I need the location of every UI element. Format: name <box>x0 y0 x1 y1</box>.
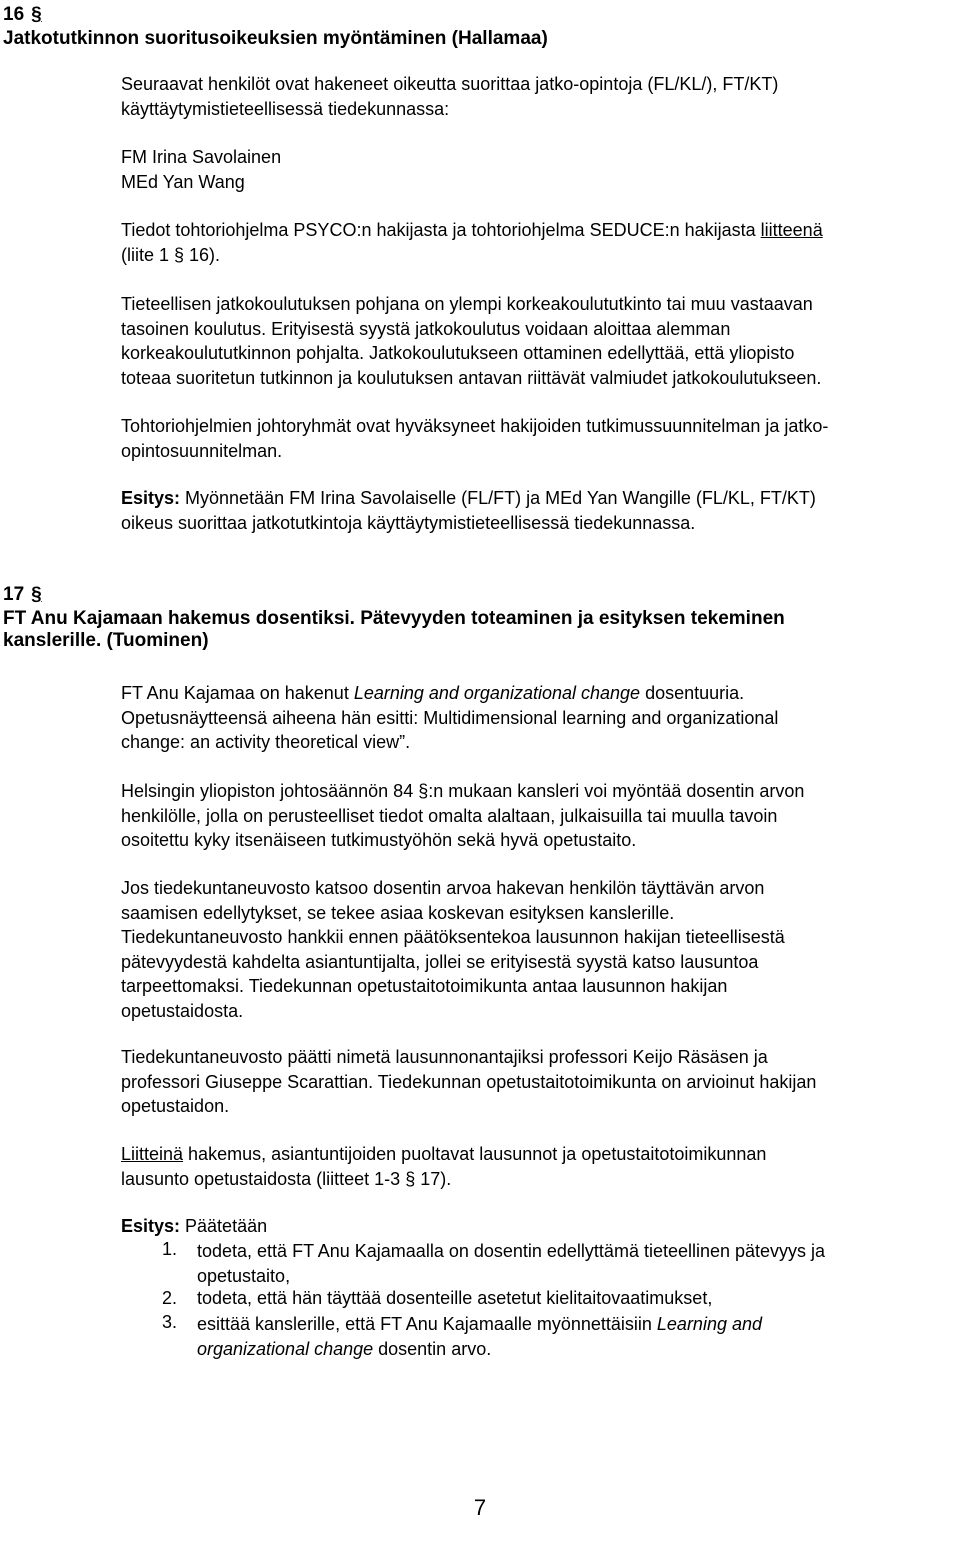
text: (liite 1 <box>121 244 175 265</box>
item-17-procedure <box>121 876 785 1023</box>
page-number: 7 <box>473 1495 487 1520</box>
list-item-number: 2. <box>162 1288 178 1308</box>
text: 17). <box>415 1168 452 1189</box>
text-line: opetustaito, <box>197 1265 291 1286</box>
text-line: pätevyydestä kahdelta asiantuntijalta, jollei se erityisestä syystä katso lausuntoa <box>121 951 759 972</box>
text: Tiedot tohtoriohjelma PSYCO:n hakijasta ja tohtoriohjelma SEDUCE:n hakijasta <box>121 220 761 240</box>
attachments-link[interactable]: Liitteinä <box>121 1144 184 1164</box>
text-line: opintosuunnitelman. <box>121 440 283 461</box>
text: lausunto opetustaidosta (liitteet 1-3 <box>121 1168 406 1189</box>
docentship-field: organizational change <box>197 1338 374 1359</box>
text: hakemus, asiantuntijoiden puoltavat lausunnot ja opetustaitotoimikunnan <box>183 1144 767 1164</box>
text-line: professori Giuseppe Scarattian. Tiedekunnan opetustaitotoimikunta on arvioinut hakijan <box>121 1071 817 1092</box>
item-16-attachment-note <box>121 218 823 267</box>
attachment-link[interactable]: liitteenä <box>760 220 823 240</box>
text: dosentin arvo. <box>373 1338 492 1359</box>
text-line: opetustaidon. <box>121 1096 230 1116</box>
proposal-label: Esitys: <box>121 488 181 508</box>
docentship-field: Learning and organizational change <box>353 683 641 703</box>
text-line: korkeakoulututkinnon pohjalta. Jatkokoulutukseen ottaminen edellyttää, että yliopisto <box>121 343 795 363</box>
text-line: change: an activity theoretical view”. <box>121 732 411 752</box>
item-16-number: 16 § <box>3 4 42 25</box>
text: esittää kanslerille, että FT Anu Kajamaalle myönnettäisiin <box>197 1314 657 1334</box>
text-line: Seuraavat henkilöt ovat hakeneet oikeutta suorittaa jatko-opintoja (FL/KL/), FT/KT) <box>121 74 779 94</box>
list-item-number: 3. <box>162 1312 178 1332</box>
text: Päätetään <box>180 1216 268 1236</box>
text-line <box>121 486 816 511</box>
item-17-reviewers <box>121 1045 816 1119</box>
list-item: todeta, että hän täyttää dosenteille asetetut kielitaitovaatimukset, <box>197 1288 713 1308</box>
text-line <box>121 779 804 804</box>
docentship-field: Learning and <box>656 1314 762 1334</box>
text-line: Jos tiedekuntaneuvosto katsoo dosentin arvoa hakevan henkilön täyttävän arvon <box>121 878 765 898</box>
text-line: Tohtoriohjelmien johtoryhmät ovat hyväksyneet hakijoiden tutkimussuunnitelman ja jatko- <box>121 416 829 436</box>
list-item <box>197 1312 762 1361</box>
text: FT Anu Kajamaa on hakenut <box>121 683 354 703</box>
text: Myönnetään FM Irina Savolaiselle (FL/FT) ja MEd Yan Wangille (FL/KL, FT/KT) <box>180 488 816 508</box>
item-17-title <box>3 608 785 652</box>
text-line: toteaa suoritetun tutkinnon ja koulutuksen antavan riittävät valmiudet jatkokoulutukseen. <box>121 367 822 388</box>
text-line: tarpeettomaksi. Tiedekunnan opetustaitotoimikunta antaa lausunnon hakijan <box>121 976 728 996</box>
text-line: opetustaidosta. <box>121 1000 244 1021</box>
text-line: Opetusnäytteensä aiheena hän esitti: Multidimensional learning and organizational <box>121 707 779 728</box>
section-mark: § <box>418 781 429 801</box>
text-line <box>121 1142 766 1167</box>
text-line <box>121 218 823 243</box>
text-line: FT Anu Kajamaan hakemus dosentiksi. Pätevyyden toteaminen ja esityksen tekeminen <box>3 608 785 629</box>
text-line: todeta, että FT Anu Kajamaalla on dosentin edellyttämä tieteellinen pätevyys ja <box>197 1241 826 1261</box>
text-line <box>121 681 778 706</box>
list-item <box>197 1239 825 1288</box>
text: dosentuuria. <box>640 683 745 703</box>
item-17-number: 17 § <box>3 584 42 605</box>
list-item-number: 1. <box>162 1239 178 1259</box>
text-line: saamisen edellytykset, se tekee asiaa koskevan esityksen kanslerille. <box>121 902 675 923</box>
text: 16). <box>184 244 221 265</box>
text-line: Tiedekuntaneuvosto päätti nimetä lausunnonantajiksi professori Keijo Räsäsen ja <box>121 1047 768 1067</box>
item-17-proposal <box>121 1214 267 1239</box>
applicant-name: MEd Yan Wang <box>121 171 245 192</box>
section-mark: § <box>405 1168 416 1189</box>
item-16-title: Jatkotutkinnon suoritusoikeuksien myöntäminen (Hallamaa) <box>3 28 548 49</box>
text-line: käyttäytymistieteellisessä tiedekunnassa: <box>121 98 450 119</box>
text-line <box>121 243 823 268</box>
text-line: Tiedekuntaneuvosto hankkii ennen päätöksentekoa lausunnon hakijan tieteellisestä <box>121 927 785 947</box>
item-16-proposal <box>121 486 816 535</box>
text-line: tasoinen koulutus. Erityisestä syystä jatkokoulutus voidaan aloittaa alemman <box>121 318 731 339</box>
text-line: henkilölle, jolla on perusteelliset tiedot omalta alaltaan, julkaisuilla tai muulla tavoin <box>121 805 778 826</box>
text-line: osoitettu kyky itsenäiseen tutkimustyöhön sekä hyvä opetustaito. <box>121 830 637 850</box>
item-17-regulation <box>121 779 804 853</box>
text-line: oikeus suorittaa jatkotutkintoja käyttäytymistieteellisessä tiedekunnassa. <box>121 512 696 533</box>
text: Helsingin yliopiston johtosäännön 84 <box>121 781 419 801</box>
proposal-label: Esitys: <box>121 1216 181 1236</box>
applicant-name: FM Irina Savolainen <box>121 147 282 167</box>
text-line: kanslerille. (Tuominen) <box>3 630 209 651</box>
item-16-intro <box>121 72 778 121</box>
text-line: Tieteellisen jatkokoulutuksen pohjana on ylempi korkeakoulututkinto tai muu vastaavan <box>121 294 813 314</box>
item-17-attachments <box>121 1142 766 1191</box>
item-16-paragraph <box>121 292 821 390</box>
section-mark: § <box>31 584 42 605</box>
section-mark: § <box>174 244 185 265</box>
applicant-list <box>121 145 281 194</box>
item-16-paragraph-2 <box>121 414 828 463</box>
text-line <box>121 1167 766 1192</box>
item-17-application <box>121 681 778 755</box>
text-line <box>197 1337 762 1362</box>
section-mark: § <box>31 4 42 25</box>
text-line <box>197 1312 762 1337</box>
text: :n mukaan kansleri voi myöntää dosentin arvon <box>428 781 805 801</box>
